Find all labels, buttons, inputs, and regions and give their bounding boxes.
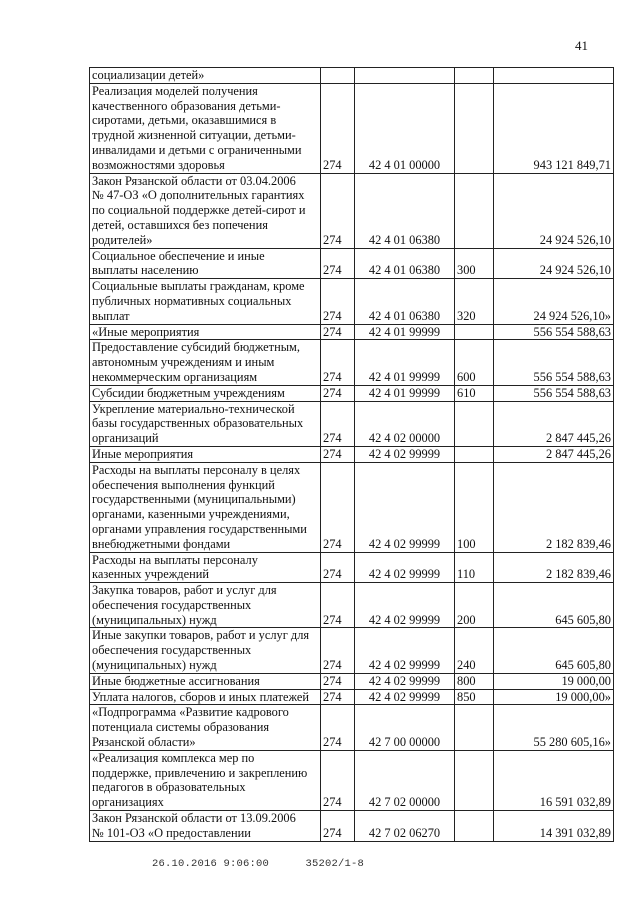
cell-sum: 24 924 526,10» — [494, 279, 614, 324]
cell-ved: 274 — [321, 173, 355, 248]
cell-vr: 600 — [455, 340, 494, 385]
cell-name: «Подпрограмма «Развитие кадрового потенциала системы образования Рязанской области» — [90, 705, 321, 750]
cell-name: «Иные мероприятия — [90, 324, 321, 340]
table-row — [90, 385, 614, 401]
cell-csr: 42 4 01 06380 — [355, 279, 455, 324]
cell-ved: 274 — [321, 446, 355, 462]
cell-csr: 42 7 00 00000 — [355, 705, 455, 750]
cell-vr — [455, 705, 494, 750]
cell-ved: 274 — [321, 673, 355, 689]
table-row — [90, 248, 614, 279]
cell-csr: 42 4 01 99999 — [355, 340, 455, 385]
table-row — [90, 811, 614, 842]
cell-name: Иные мероприятия — [90, 446, 321, 462]
cell-name: Укрепление материально-технической базы государственных образовательных организаций — [90, 401, 321, 446]
cell-vr — [455, 446, 494, 462]
cell-vr: 100 — [455, 462, 494, 552]
cell-sum: 645 605,80 — [494, 583, 614, 628]
cell-sum: 55 280 605,16» — [494, 705, 614, 750]
footer-doc-code: 35202/1-8 — [305, 858, 365, 870]
cell-name: Расходы на выплаты персоналу в целях обеспечения выполнения функций государственными (муниципальными) органами, казенными учреждениями, органами управления государственными внебюджетными фондами — [90, 462, 321, 552]
table-row — [90, 401, 614, 446]
table-row — [90, 673, 614, 689]
cell-sum: 24 924 526,10 — [494, 248, 614, 279]
cell-ved: 274 — [321, 462, 355, 552]
cell-sum: 2 182 839,46 — [494, 552, 614, 583]
cell-csr: 42 7 02 00000 — [355, 750, 455, 810]
cell-sum: 16 591 032,89 — [494, 750, 614, 810]
footer-timestamp: 26.10.2016 9:06:00 — [152, 858, 270, 870]
cell-ved: 274 — [321, 340, 355, 385]
cell-sum: 556 554 588,63 — [494, 385, 614, 401]
cell-ved: 274 — [321, 583, 355, 628]
table-row — [90, 628, 614, 673]
cell-name: Иные закупки товаров, работ и услуг для обеспечения государственных (муниципальных) нужд — [90, 628, 321, 673]
cell-vr — [455, 173, 494, 248]
cell-ved: 274 — [321, 324, 355, 340]
cell-csr: 42 4 02 99999 — [355, 462, 455, 552]
table-row — [90, 689, 614, 705]
cell-name: Уплата налогов, сборов и иных платежей — [90, 689, 321, 705]
table-row — [90, 446, 614, 462]
cell-ved: 274 — [321, 811, 355, 842]
cell-name: «Реализация комплекса мер по поддержке, привлечению и закреплению педагогов в образовательных организациях — [90, 750, 321, 810]
cell-name: Социальные выплаты гражданам, кроме публичных нормативных социальных выплат — [90, 279, 321, 324]
cell-name: Расходы на выплаты персоналу казенных учреждений — [90, 552, 321, 583]
cell-sum: 645 605,80 — [494, 628, 614, 673]
table-row — [90, 68, 614, 84]
cell-csr — [355, 68, 455, 84]
cell-ved: 274 — [321, 552, 355, 583]
cell-vr — [455, 401, 494, 446]
table-row — [90, 462, 614, 552]
cell-name: Закон Рязанской области от 13.09.2006 № 101-ОЗ «О предоставлении — [90, 811, 321, 842]
cell-name: Иные бюджетные ассигнования — [90, 673, 321, 689]
cell-csr: 42 4 02 99999 — [355, 446, 455, 462]
cell-csr: 42 4 02 99999 — [355, 673, 455, 689]
cell-name: Предоставление субсидий бюджетным, автономным учреждениям и иным некоммерческим организациям — [90, 340, 321, 385]
cell-vr — [455, 83, 494, 173]
cell-vr: 800 — [455, 673, 494, 689]
cell-sum: 556 554 588,63 — [494, 324, 614, 340]
cell-vr: 610 — [455, 385, 494, 401]
cell-csr: 42 4 02 99999 — [355, 628, 455, 673]
cell-sum: 556 554 588,63 — [494, 340, 614, 385]
cell-csr: 42 7 02 06270 — [355, 811, 455, 842]
cell-ved: 274 — [321, 689, 355, 705]
cell-ved: 274 — [321, 279, 355, 324]
cell-name: социализации детей» — [90, 68, 321, 84]
cell-csr: 42 4 01 99999 — [355, 385, 455, 401]
cell-sum — [494, 68, 614, 84]
budget-table — [89, 67, 614, 842]
cell-csr: 42 4 01 99999 — [355, 324, 455, 340]
table-row — [90, 83, 614, 173]
table-row — [90, 583, 614, 628]
cell-sum: 14 391 032,89 — [494, 811, 614, 842]
cell-ved: 274 — [321, 628, 355, 673]
cell-vr: 200 — [455, 583, 494, 628]
table-row — [90, 705, 614, 750]
cell-ved: 274 — [321, 248, 355, 279]
page-footer — [152, 858, 364, 870]
cell-vr: 110 — [455, 552, 494, 583]
budget-table-body — [90, 68, 614, 842]
cell-name: Субсидии бюджетным учреждениям — [90, 385, 321, 401]
page-number: 41 — [575, 38, 588, 53]
table-row — [90, 279, 614, 324]
cell-sum: 19 000,00» — [494, 689, 614, 705]
cell-vr: 240 — [455, 628, 494, 673]
table-row — [90, 552, 614, 583]
cell-ved: 274 — [321, 705, 355, 750]
cell-vr — [455, 811, 494, 842]
cell-csr: 42 4 01 06380 — [355, 173, 455, 248]
cell-ved: 274 — [321, 401, 355, 446]
cell-vr — [455, 750, 494, 810]
cell-csr: 42 4 01 06380 — [355, 248, 455, 279]
cell-csr: 42 4 02 99999 — [355, 552, 455, 583]
cell-vr — [455, 68, 494, 84]
cell-vr: 850 — [455, 689, 494, 705]
cell-sum: 24 924 526,10 — [494, 173, 614, 248]
cell-sum: 2 182 839,46 — [494, 462, 614, 552]
cell-name: Закупка товаров, работ и услуг для обеспечения государственных (муниципальных) нужд — [90, 583, 321, 628]
cell-sum: 19 000,00 — [494, 673, 614, 689]
table-row — [90, 340, 614, 385]
cell-csr: 42 4 02 99999 — [355, 583, 455, 628]
cell-sum: 943 121 849,71 — [494, 83, 614, 173]
cell-name: Закон Рязанской области от 03.04.2006 № 47-ОЗ «О дополнительных гарантиях по социальной поддержке детей-сирот и детей, оставшихся без попечения родителей» — [90, 173, 321, 248]
cell-ved: 274 — [321, 385, 355, 401]
cell-vr — [455, 324, 494, 340]
cell-csr: 42 4 02 00000 — [355, 401, 455, 446]
cell-name: Социальное обеспечение и иные выплаты населению — [90, 248, 321, 279]
cell-ved: 274 — [321, 750, 355, 810]
cell-sum: 2 847 445,26 — [494, 446, 614, 462]
cell-ved: 274 — [321, 83, 355, 173]
table-row — [90, 750, 614, 810]
cell-vr: 300 — [455, 248, 494, 279]
cell-name: Реализация моделей получения качественного образования детьми- сиротами, детьми, оказавшимися в трудной жизненной ситуации, детьми- инвалидами и детьми с ограниченными возможностями здоровья — [90, 83, 321, 173]
cell-vr: 320 — [455, 279, 494, 324]
cell-ved — [321, 68, 355, 84]
table-row — [90, 324, 614, 340]
cell-sum: 2 847 445,26 — [494, 401, 614, 446]
cell-csr: 42 4 01 00000 — [355, 83, 455, 173]
cell-csr: 42 4 02 99999 — [355, 689, 455, 705]
table-row — [90, 173, 614, 248]
